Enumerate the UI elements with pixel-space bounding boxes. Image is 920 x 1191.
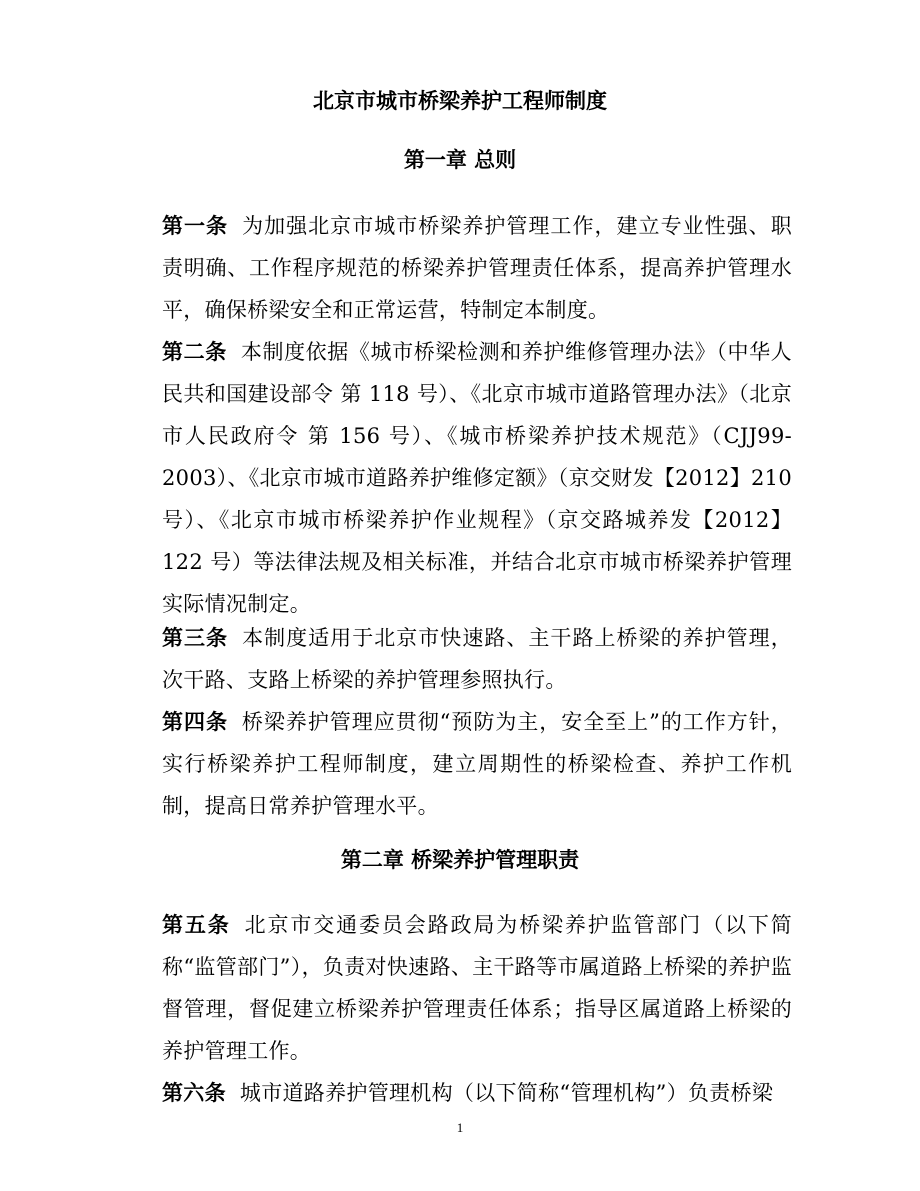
article-number: 第五条 [162,913,231,937]
chapter-heading: 第一章 总则 [403,148,517,172]
article-paragraph [162,904,792,1072]
article-number: 第一条 [162,214,229,238]
article-number: 第三条 [162,626,229,650]
article-paragraph [162,1072,792,1114]
article-paragraph [162,331,792,625]
article-paragraph [162,205,792,331]
article-paragraph [162,701,792,827]
chapter-heading: 第二章 桥梁养护管理职责 [340,848,580,872]
article-text: 北京市交通委员会路政局为桥梁养护监管部门（以下简称“监管部门”），负责对快速路、主干路等市属道路上桥梁的养护监督管理，督促建立桥梁养护管理责任体系；指导区属道路上桥梁的养护管理工作。 [162,913,792,1063]
page-number: 1 [456,1120,464,1135]
article-paragraph [162,617,792,701]
article-text: 本制度依据《城市桥梁检测和养护维修管理办法》（中华人民共和国建设部令 第 118 号）、《北京市城市道路管理办法》（北京市人民政府令 第 156 号）、《城市桥梁养护技术规范》（CJJ99-2003）、《北京市城市道路养护维修定额》（京交财发【2012】210 号）、《北京市城市桥梁养护作业规程》（京交路城养发【2012】122 号）等法律法规及相关标准，并结合北京市城市桥梁养护管理实际情况制定。 [162,340,792,616]
article-text: 城市道路养护管理机构（以下简称“管理机构”）负责桥梁 [239,1081,774,1105]
article-number: 第四条 [162,710,228,734]
article-number: 第六条 [162,1081,226,1105]
document-title: 北京市城市桥梁养护工程师制度 [313,89,607,113]
article-text: 本制度适用于北京市快速路、主干路上桥梁的养护管理，次干路、支路上桥梁的养护管理参照执行。 [162,626,792,692]
article-text: 为加强北京市城市桥梁养护管理工作，建立专业性强、职责明确、工作程序规范的桥梁养护管理责任体系，提高养护管理水平，确保桥梁安全和正常运营，特制定本制度。 [162,214,792,322]
article-number: 第二条 [162,340,227,364]
article-text: 桥梁养护管理应贯彻“预防为主，安全至上”的工作方针，实行桥梁养护工程师制度，建立周期性的桥梁检查、养护工作机制，提高日常养护管理水平。 [162,710,792,818]
